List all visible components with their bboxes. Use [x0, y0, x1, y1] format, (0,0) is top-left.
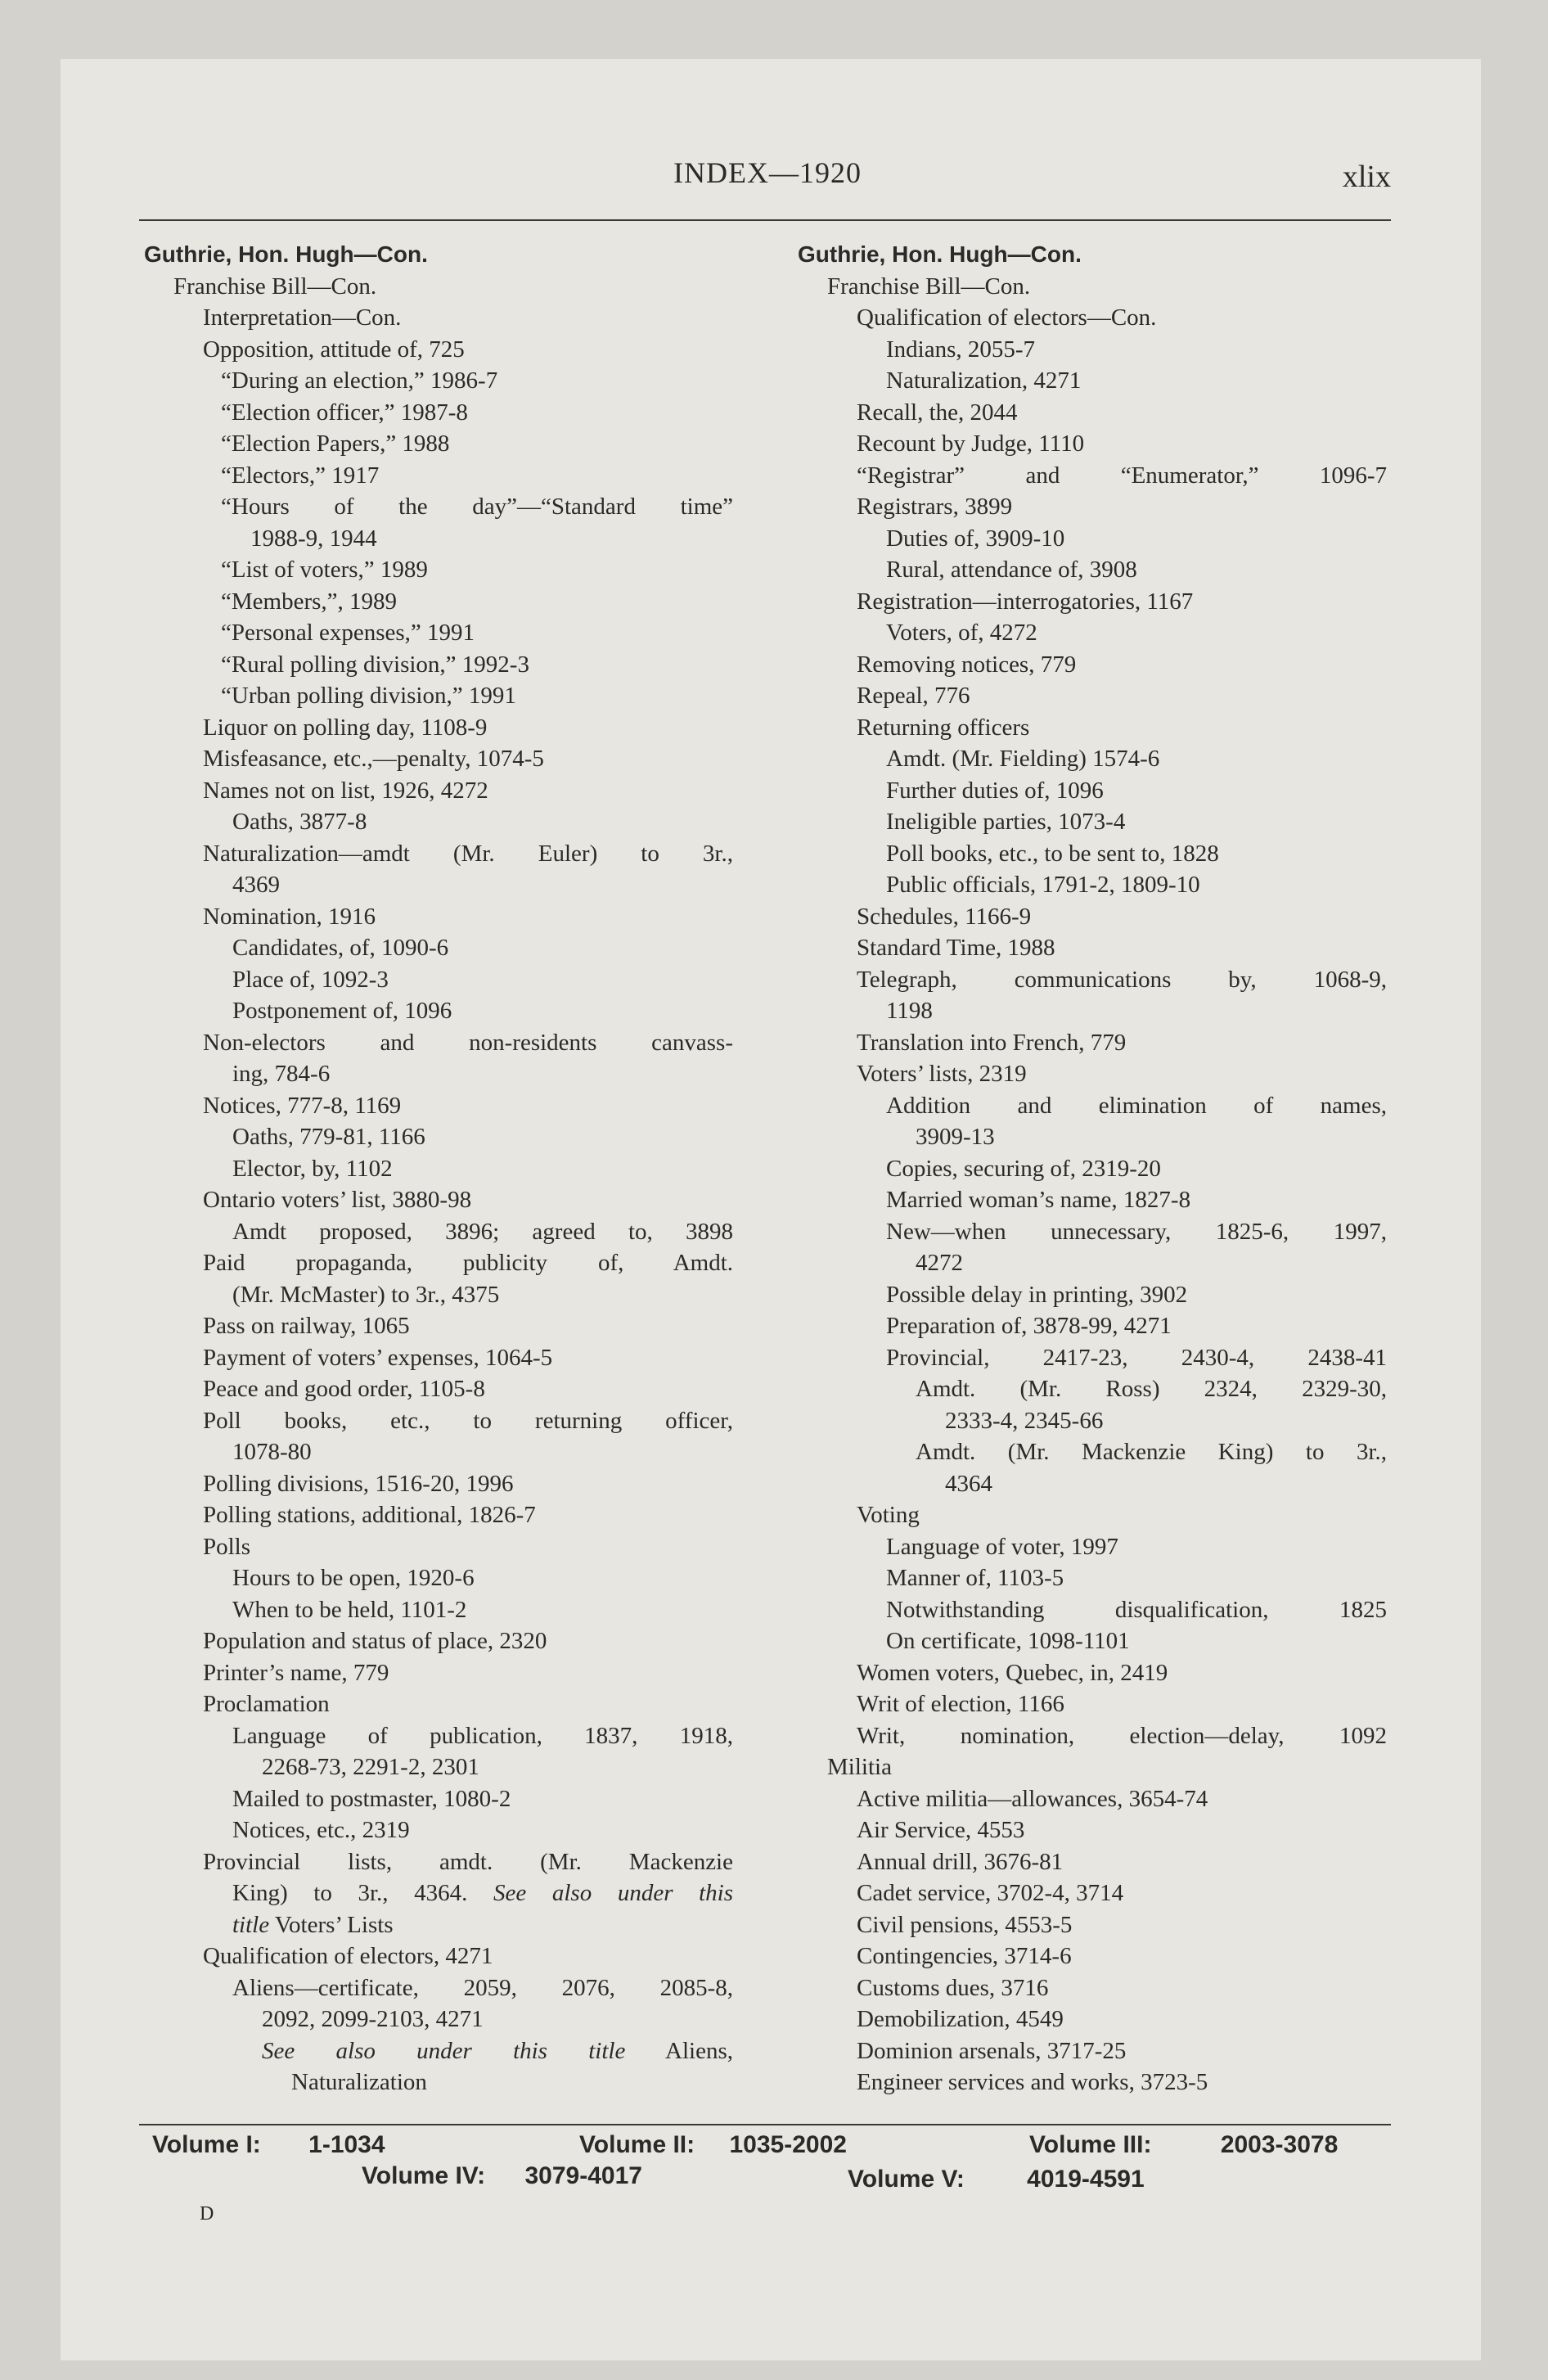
entry-text: Amdt. (Mr. Ross) 2324, 2329-30,	[916, 1376, 1387, 1402]
index-entry	[798, 869, 1387, 901]
entry-text: When to be held, 1101-2	[232, 1596, 467, 1623]
index-entry	[144, 491, 733, 523]
entry-text: Preparation of, 3878-99, 4271	[886, 1313, 1172, 1339]
entry-text: “Election Papers,” 1988	[221, 430, 450, 457]
index-entry	[798, 1468, 1387, 1500]
index-entry	[144, 397, 733, 429]
entry-text: Customs dues, 3716	[857, 1974, 1049, 2001]
index-entry	[144, 1027, 733, 1059]
entry-text: Naturalization—amdt (Mr. Euler) to 3r.,	[203, 840, 733, 867]
index-entry	[144, 1562, 733, 1594]
index-entry	[144, 964, 733, 996]
index-entry	[144, 1216, 733, 1248]
volume-1	[152, 2131, 385, 2159]
entry-text: “During an election,” 1986-7	[221, 367, 498, 394]
entry-text: (Mr. McMaster) to 3r., 4375	[232, 1281, 500, 1308]
entry-text: Removing notices, 779	[857, 651, 1077, 678]
index-entry	[798, 1121, 1387, 1153]
index-entry	[798, 649, 1387, 681]
entry-text: Opposition, attitude of, 725	[203, 336, 465, 363]
index-entry	[798, 1499, 1387, 1531]
index-entry	[144, 334, 733, 366]
index-entry	[144, 1342, 733, 1374]
entry-text: Possible delay in printing, 3902	[886, 1281, 1188, 1308]
index-entry	[144, 1625, 733, 1657]
entry-text: 2268-73, 2291-2, 2301	[262, 1754, 479, 1780]
index-entry	[144, 2035, 733, 2067]
entry-text: Language of voter, 1997	[886, 1533, 1118, 1560]
index-entry	[144, 1688, 733, 1720]
entry-text: Notices, etc., 2319	[232, 1817, 410, 1843]
entry-text: Provincial, 2417-23, 2430-4, 2438-41	[886, 1344, 1387, 1371]
index-entry	[144, 1531, 733, 1563]
index-entry	[798, 1657, 1387, 1689]
index-entry	[144, 1972, 733, 2004]
index-entry	[144, 901, 733, 933]
index-entry	[798, 1814, 1387, 1846]
entry-text: Air Service, 4553	[857, 1817, 1025, 1843]
index-entry	[144, 1720, 733, 1752]
volume-5	[848, 2166, 1145, 2193]
index-entry	[144, 1121, 733, 1153]
entry-text: Manner of, 1103-5	[886, 1565, 1064, 1591]
index-entry	[798, 995, 1387, 1027]
index-entry	[798, 1877, 1387, 1909]
index-entry	[798, 334, 1387, 366]
index-entry	[144, 775, 733, 807]
index-entry	[144, 2067, 733, 2098]
index-entry	[798, 1751, 1387, 1783]
index-entry	[798, 932, 1387, 964]
index-entry	[798, 1405, 1387, 1437]
index-entry	[144, 1184, 733, 1216]
index-entry	[144, 1751, 733, 1783]
entry-text: 1078-80	[232, 1439, 312, 1465]
entry-text: Standard Time, 1988	[857, 935, 1055, 961]
entry-text: Amdt proposed, 3896; agreed to, 3898	[232, 1218, 733, 1245]
index-entry	[798, 1783, 1387, 1815]
index-title: INDEX—1920	[673, 156, 862, 189]
entry-text: Recount by Judge, 1110	[857, 430, 1085, 457]
entry-text: Returning officers	[857, 714, 1030, 741]
entry-text: Payment of voters’ expenses, 1064-5	[203, 1344, 553, 1371]
index-entry	[144, 1846, 733, 1878]
left-column	[144, 239, 733, 2098]
entry-text: Names not on list, 1926, 4272	[203, 777, 488, 804]
right-column	[798, 239, 1387, 2098]
entry-text: Public officials, 1791-2, 1809-10	[886, 872, 1200, 898]
index-entry	[144, 1814, 733, 1846]
entry-text: Candidates, of, 1090-6	[232, 935, 449, 961]
index-entry	[798, 1184, 1387, 1216]
entry-text: 4364	[945, 1470, 992, 1497]
index-entry	[144, 1436, 733, 1468]
index-entry	[144, 523, 733, 555]
entry-text: Oaths, 3877-8	[232, 809, 367, 835]
entry-text: Misfeasance, etc.,—penalty, 1074-5	[203, 746, 544, 772]
entry-text: 4369	[232, 872, 280, 898]
index-entry	[798, 1090, 1387, 1122]
index-entry	[798, 1027, 1387, 1059]
volume-label: Volume V:	[848, 2166, 965, 2193]
signature-mark: D	[200, 2203, 214, 2224]
entry-text: 1198	[886, 998, 933, 1024]
entry-text: Addition and elimination of names,	[886, 1092, 1387, 1119]
entry-text: “List of voters,” 1989	[221, 557, 428, 583]
entry-text: Non-electors and non-residents canvass-	[203, 1029, 733, 1056]
index-entry	[144, 1783, 733, 1815]
index-entry	[798, 1436, 1387, 1468]
index-entry	[798, 712, 1387, 744]
entry-text: “Electors,” 1917	[221, 462, 380, 489]
index-entry	[798, 554, 1387, 586]
index-entry	[144, 806, 733, 838]
cross-reference: See also under this	[493, 1880, 733, 1906]
entry-text: “Urban polling division,” 1991	[221, 683, 516, 709]
entry-text: Women voters, Quebec, in, 2419	[857, 1659, 1168, 1686]
entry-text: Pass on railway, 1065	[203, 1313, 410, 1339]
entry-text: Copies, securing of, 2319-20	[886, 1155, 1161, 1182]
entry-text: Hours to be open, 1920-6	[232, 1565, 475, 1591]
index-entry	[144, 428, 733, 460]
index-entry	[798, 491, 1387, 523]
index-entry	[144, 1090, 733, 1122]
entry-text: Annual drill, 3676-81	[857, 1848, 1064, 1875]
index-entry	[798, 1310, 1387, 1342]
entry-text: Writ of election, 1166	[857, 1691, 1064, 1717]
index-entry	[798, 271, 1387, 303]
entry-text: Naturalization	[291, 2069, 427, 2095]
index-entry	[798, 1531, 1387, 1563]
index-entry	[144, 1373, 733, 1405]
entry-text: Rural, attendance of, 3908	[886, 557, 1137, 583]
entry-text: Language of publication, 1837, 1918,	[232, 1722, 733, 1749]
entry-text: ing, 784-6	[232, 1061, 331, 1087]
entry-text: Provincial lists, amdt. (Mr. Mackenzie	[203, 1848, 733, 1875]
index-entry	[144, 554, 733, 586]
entry-text: Amdt. (Mr. Mackenzie King) to 3r.,	[916, 1439, 1387, 1465]
volume-label: Volume I:	[152, 2131, 261, 2158]
index-entry	[144, 869, 733, 901]
index-entry	[144, 302, 733, 334]
volume-range: 1-1034	[308, 2131, 385, 2158]
entry-text: Polling divisions, 1516-20, 1996	[203, 1470, 514, 1497]
index-entry	[144, 1499, 733, 1531]
index-entry	[798, 523, 1387, 555]
volume-range: 4019-4591	[1027, 2166, 1145, 2193]
entry-text: Writ, nomination, election—delay, 1092	[857, 1722, 1387, 1749]
entry-text: Poll books, etc., to returning officer,	[203, 1407, 733, 1434]
index-entry	[798, 1153, 1387, 1185]
index-entry	[798, 460, 1387, 492]
entry-text: Naturalization, 4271	[886, 367, 1082, 394]
index-entry	[144, 932, 733, 964]
index-entry	[144, 1310, 733, 1342]
index-entry	[144, 743, 733, 775]
entry-text: King) to 3r., 4364.	[232, 1880, 493, 1906]
entry-text: “Members,”, 1989	[221, 588, 398, 615]
index-entry	[798, 1216, 1387, 1248]
index-entry	[144, 1153, 733, 1185]
entry-text: New—when unnecessary, 1825-6, 1997,	[886, 1218, 1387, 1245]
entry-text: Amdt. (Mr. Fielding) 1574-6	[886, 746, 1160, 772]
entry-text: Telegraph, communications by, 1068-9,	[857, 966, 1387, 993]
index-entry	[798, 302, 1387, 334]
index-entry	[144, 1877, 733, 1909]
index-entry	[798, 2004, 1387, 2035]
entry-text: “Election officer,” 1987-8	[221, 399, 468, 426]
entry-text: 1988-9, 1944	[250, 525, 377, 552]
entry-text: Proclamation	[203, 1691, 330, 1717]
entry-text: Polling stations, additional, 1826-7	[203, 1502, 536, 1528]
volume-range: 1035-2002	[729, 2131, 847, 2158]
volume-label: Volume III:	[1029, 2131, 1152, 2158]
index-entry	[798, 901, 1387, 933]
entry-text: 2092, 2099-2103, 4271	[262, 2006, 484, 2032]
entry-text: Oaths, 779-81, 1166	[232, 1124, 425, 1150]
entry-text: Notices, 777-8, 1169	[203, 1092, 402, 1119]
entry-text: Printer’s name, 779	[203, 1659, 389, 1686]
index-entry	[798, 2035, 1387, 2067]
header-rule	[139, 219, 1391, 221]
index-entry	[144, 649, 733, 681]
index-entry	[798, 1373, 1387, 1405]
index-entry	[144, 1247, 733, 1279]
entry-text: Registration—interrogatories, 1167	[857, 588, 1194, 615]
volume-label: Volume IV:	[362, 2162, 486, 2189]
entry-text: 4272	[916, 1250, 963, 1276]
volume-2	[579, 2131, 847, 2159]
entry-text: Translation into French, 779	[857, 1029, 1127, 1056]
index-entry	[798, 838, 1387, 870]
index-entry	[798, 806, 1387, 838]
index-entry	[798, 1625, 1387, 1657]
entry-text: Postponement of, 1096	[232, 998, 452, 1024]
entry-text: Repeal, 776	[857, 683, 970, 709]
index-entry	[144, 2004, 733, 2035]
entry-text: Dominion arsenals, 3717-25	[857, 2037, 1127, 2064]
entry-text: Militia	[827, 1754, 892, 1780]
entry-text: Duties of, 3909-10	[886, 525, 1065, 552]
entry-text: Demobilization, 4549	[857, 2006, 1064, 2032]
footer-rule	[139, 2124, 1391, 2125]
index-entry	[144, 617, 733, 649]
volume-range: 3079-4017	[524, 2162, 642, 2189]
index-entry	[144, 1468, 733, 1500]
index-entry	[798, 1279, 1387, 1311]
entry-text: Cadet service, 3702-4, 3714	[857, 1880, 1124, 1906]
entry-text: Interpretation—Con.	[203, 304, 402, 331]
entry-text: Contingencies, 3714-6	[857, 1943, 1072, 1969]
entry-text: Poll books, etc., to be sent to, 1828	[886, 840, 1219, 867]
entry-text: Paid propaganda, publicity of, Amdt.	[203, 1250, 733, 1276]
entry-text: Engineer services and works, 3723-5	[857, 2069, 1208, 2095]
entry-text: Active militia—allowances, 3654-74	[857, 1785, 1208, 1812]
entry-text: Further duties of, 1096	[886, 777, 1104, 804]
entry-text: “Hours of the day”—“Standard time”	[221, 494, 733, 520]
entry-text: Guthrie, Hon. Hugh—Con.	[144, 241, 428, 267]
cross-reference: title	[232, 1911, 270, 1938]
entry-text: “Rural polling division,” 1992-3	[221, 651, 529, 678]
index-entry	[144, 1941, 733, 1972]
index-entry	[798, 743, 1387, 775]
entry-text: Aliens,	[625, 2037, 733, 2064]
entry-text: “Registrar” and “Enumerator,” 1096-7	[857, 462, 1387, 489]
index-entry	[798, 1909, 1387, 1941]
index-entry	[144, 460, 733, 492]
entry-text: On certificate, 1098-1101	[886, 1628, 1130, 1654]
entry-text: Population and status of place, 2320	[203, 1628, 547, 1654]
index-entry	[144, 680, 733, 712]
cross-reference: See also under this title	[262, 2037, 626, 2064]
index-entry	[144, 712, 733, 744]
index-entry	[798, 1247, 1387, 1279]
entry-text: Elector, by, 1102	[232, 1155, 393, 1182]
entry-text: Ineligible parties, 1073-4	[886, 809, 1126, 835]
index-entry	[144, 1405, 733, 1437]
entry-text: Peace and good order, 1105-8	[203, 1376, 485, 1402]
index-entry	[798, 1058, 1387, 1090]
entry-text: Aliens—certificate, 2059, 2076, 2085-8,	[232, 1974, 733, 2001]
index-entry	[798, 680, 1387, 712]
entry-text: Indians, 2055-7	[886, 336, 1036, 363]
page-number: xlix	[1342, 160, 1391, 194]
index-entry	[798, 1720, 1387, 1752]
index-entry	[798, 428, 1387, 460]
index-entry	[798, 1941, 1387, 1972]
index-entry	[798, 1846, 1387, 1878]
volume-3	[1029, 2131, 1338, 2159]
volume-4	[362, 2162, 642, 2190]
entry-text: Franchise Bill—Con.	[173, 273, 377, 300]
volume-label: Volume II:	[579, 2131, 695, 2158]
index-entry	[798, 1342, 1387, 1374]
entry-text: Married woman’s name, 1827-8	[886, 1187, 1191, 1213]
entry-text: Schedules, 1166-9	[857, 903, 1032, 930]
entry-text: “Personal expenses,” 1991	[221, 620, 475, 646]
entry-text: Place of, 1092-3	[232, 966, 389, 993]
index-entry	[798, 1688, 1387, 1720]
entry-text: Voters’ lists, 2319	[857, 1061, 1027, 1087]
entry-text: Mailed to postmaster, 1080-2	[232, 1785, 511, 1812]
entry-text: Registrars, 3899	[857, 494, 1013, 520]
index-entry	[144, 586, 733, 618]
index-entry	[144, 365, 733, 397]
entry-text: Civil pensions, 4553-5	[857, 1911, 1073, 1938]
entry-text: Liquor on polling day, 1108-9	[203, 714, 488, 741]
entry-text: Recall, the, 2044	[857, 399, 1018, 426]
entry-text: Ontario voters’ list, 3880-98	[203, 1187, 472, 1213]
index-entry	[144, 1058, 733, 1090]
entry-text: Voters, of, 4272	[886, 620, 1037, 646]
entry-text: Guthrie, Hon. Hugh—Con.	[798, 241, 1082, 267]
entry-text: Notwithstanding disqualification, 1825	[886, 1596, 1387, 1623]
index-entry	[798, 964, 1387, 996]
index-entry	[798, 1972, 1387, 2004]
index-entry	[144, 838, 733, 870]
index-entry	[798, 397, 1387, 429]
entry-text: Franchise Bill—Con.	[827, 273, 1031, 300]
entry-text: Qualification of electors—Con.	[857, 304, 1157, 331]
volume-range: 2003-3078	[1220, 2131, 1339, 2158]
entry-text: Nomination, 1916	[203, 903, 376, 930]
page-header	[133, 156, 1402, 205]
index-entry	[144, 1594, 733, 1626]
index-heading	[798, 239, 1387, 271]
index-entry	[144, 1279, 733, 1311]
entry-text: Voting	[857, 1502, 920, 1528]
index-entry	[798, 2067, 1387, 2098]
index-entry	[144, 1657, 733, 1689]
index-entry	[144, 995, 733, 1027]
entry-text: 2333-4, 2345-66	[945, 1407, 1104, 1434]
index-entry	[144, 271, 733, 303]
index-entry	[798, 775, 1387, 807]
index-entry	[798, 586, 1387, 618]
index-entry	[144, 1909, 733, 1941]
entry-text: 3909-13	[916, 1124, 995, 1150]
index-entry	[798, 1562, 1387, 1594]
entry-text: Qualification of electors, 4271	[203, 1943, 493, 1969]
entry-text: Voters’ Lists	[269, 1911, 394, 1938]
entry-text: Polls	[203, 1533, 251, 1560]
index-entry	[798, 617, 1387, 649]
index-entry	[798, 1594, 1387, 1626]
index-heading	[144, 239, 733, 271]
index-entry	[798, 365, 1387, 397]
